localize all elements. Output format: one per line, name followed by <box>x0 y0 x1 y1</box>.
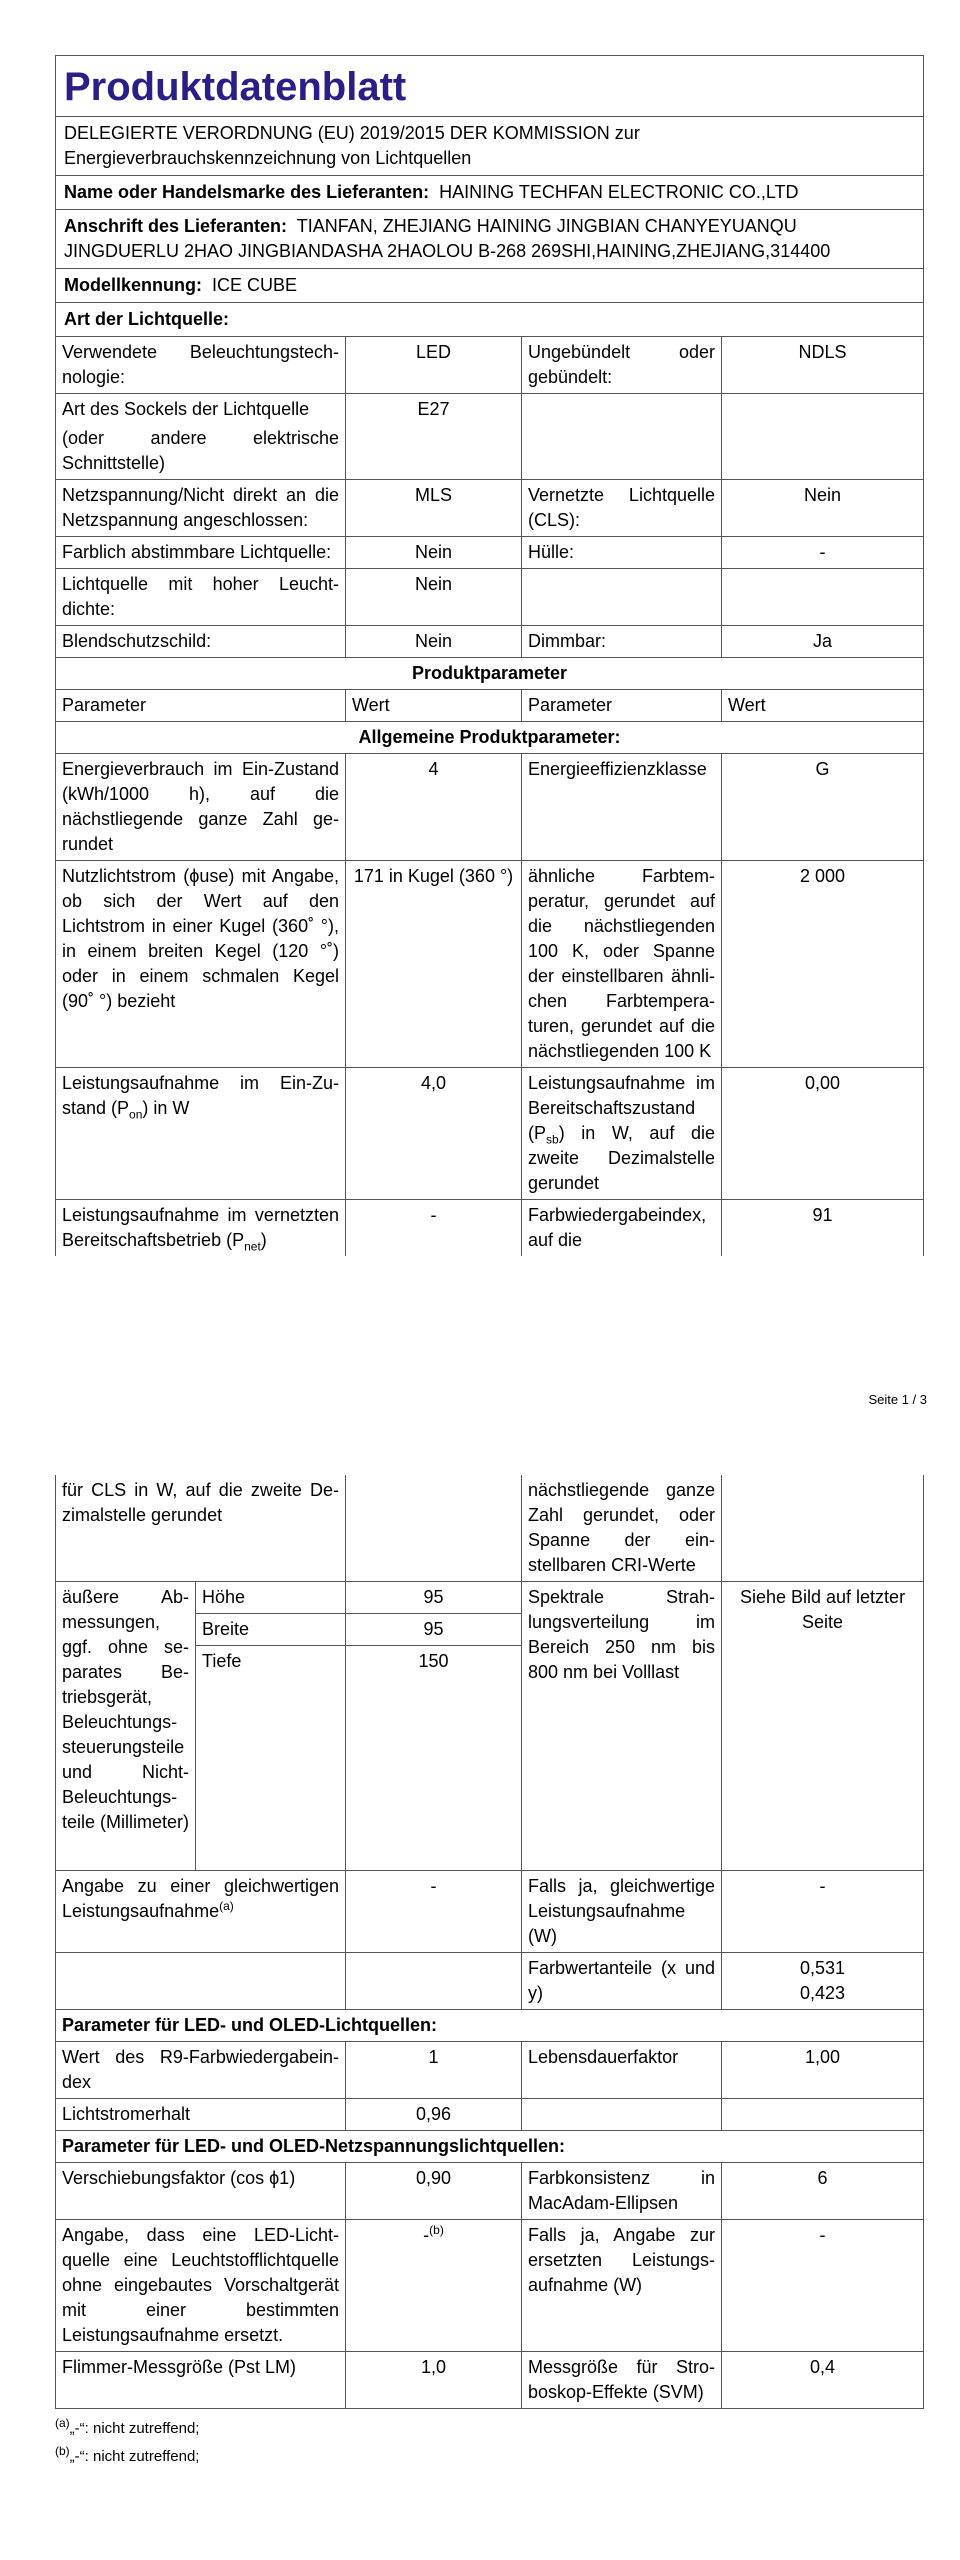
eec-label: Energieeffizienzklasse <box>522 753 722 860</box>
life-factor-label: Lebensdauerfaktor <box>522 2042 722 2099</box>
col-header-param: Parameter <box>56 689 346 721</box>
mains-value: MLS <box>346 479 522 536</box>
stroboscopic-label: Messgröße für Stroboskop-Effekte (SVM) <box>522 2352 722 2409</box>
pon-label: Leistungsaufnahme im Ein-Zustand $(P_{on})$ in W <box>56 1067 346 1199</box>
r9-value: 1 <box>346 2042 522 2099</box>
color-consistency-label: Farbkonsistenz in MacAdam-Ellipsen <box>522 2163 722 2220</box>
anti-glare-label: Blendschutzschild: <box>56 625 346 657</box>
address-row <box>56 210 924 269</box>
psb-label: Leistungsaufnahme im Bereitschaftszustand $(P_{sb})$ in W, auf die zweite Dezimalstelle gerundet <box>522 1067 722 1199</box>
regulation-text: DELEGIERTE VERORDNUNG (EU) 2019/2015 DER KOMMISSION zur Energieverbrauchskennzeichnung von Lichtquellen <box>56 117 924 176</box>
empty-cell <box>722 568 924 625</box>
pnet-label-continued: für CLS in W, auf die zweite Dezimalstelle gerundet <box>56 1475 346 1582</box>
pnet-label: Leistungsaufnahme im vernetzten Bereitschaftsbetrieb $(P_{net})$ <box>56 1199 346 1256</box>
table-row <box>56 1953 924 2010</box>
stroboscopic-value: 0,4 <box>722 2352 924 2409</box>
lumen-maintenance-value: 0,96 <box>346 2099 522 2131</box>
tech-label: Verwendete Beleuchtungstechnologie: <box>56 336 346 393</box>
table-row <box>56 1582 924 1614</box>
table-row <box>56 336 924 393</box>
col-header-value: Wert <box>346 689 522 721</box>
envelope-label: Hülle: <box>522 536 722 568</box>
table-row <box>56 1067 924 1199</box>
flux-label: Nutzlichtstrom (ϕuse) mit Angabe, ob sich der Wert auf den Lichtstrom in einer Kugel (360˚ °), in einem breiten Kegel (120 °˚) oder in einem schmalen Kegel (90˚ °) bezieht <box>56 860 346 1067</box>
footnote-a: $^{(a)}$„-“: nicht zutreffend; <box>55 2416 200 2437</box>
depth-value: 150 <box>346 1646 522 1871</box>
cls-label: Vernetzte Lichtquelle (CLS): <box>522 479 722 536</box>
table-row <box>56 568 924 625</box>
flux-value: 171 in Kugel (360 °) <box>346 860 522 1067</box>
datasheet-page-1 <box>55 55 923 1256</box>
type-heading: Art der Lichtquelle: <box>56 303 924 337</box>
table-row <box>56 479 924 536</box>
r9-label: Wert des R9-Farbwiedergabeindex <box>56 2042 346 2099</box>
width-value: 95 <box>346 1614 522 1646</box>
general-params-heading: Allgemeine Produktparameter: <box>56 721 924 753</box>
table-row <box>56 689 924 721</box>
chromaticity-x: 0,531 <box>799 1958 846 1978</box>
params-table-page-1 <box>55 336 924 1256</box>
empty-cell <box>346 1953 522 2010</box>
color-tunable-label: Farblich abstimmbare Lichtquelle: <box>56 536 346 568</box>
cct-value: 2 000 <box>722 860 924 1067</box>
model-row <box>56 269 924 303</box>
anti-glare-value: Nein <box>346 625 522 657</box>
replacement-label: Angabe, dass eine LED-Lichtquelle eine Leuchtstofflichtquelle ohne eingebautes Vorschaltgerät mit einer bestimmten Leistungsaufnahme ersetzt. <box>56 2220 346 2352</box>
dimensions-label: äußere Abmessungen, ggf. ohne separates Betriebsgerät, Beleuchtungssteuerungsteile und Nicht-Beleuchtungsteile (Millimeter) <box>56 1582 196 1871</box>
empty-cell <box>522 568 722 625</box>
address-label: Anschrift des Lieferanten: <box>64 216 288 236</box>
table-row <box>56 721 924 753</box>
header-table <box>55 55 924 337</box>
table-row <box>56 536 924 568</box>
table-row <box>56 2220 924 2352</box>
supplier-row <box>56 176 924 210</box>
datasheet-page-2 <box>55 1475 923 2471</box>
height-label: Höhe <box>196 1582 346 1614</box>
flicker-value: 1,0 <box>346 2352 522 2409</box>
table-row <box>56 625 924 657</box>
color-tunable-value: Nein <box>346 536 522 568</box>
empty-cell <box>346 1475 522 1582</box>
pnet-value: - <box>346 1199 522 1256</box>
cct-label: ähnliche Farbtemperatur, gerundet auf die nächstliegenden 100 K, oder Spanne der einstellbaren ähnlichen Farbtemperaturen, gerundet auf die nächstliegenden 100 K <box>522 860 722 1067</box>
mains-params-heading: Parameter für LED- und OLED-Netzspannungslichtquellen: <box>56 2131 924 2163</box>
table-row <box>56 2099 924 2131</box>
tech-value: LED <box>346 336 522 393</box>
table-row <box>56 1475 924 1582</box>
table-row <box>56 2010 924 2042</box>
spectral-value: Siehe Bild auf letzter Seite <box>722 1582 924 1871</box>
table-row <box>56 393 924 479</box>
cri-label-continued: nächstliegende ganze Zahl gerundet, oder Spanne der einstellbaren CRI-Werte <box>522 1475 722 1582</box>
socket-label-2: (oder andere elektrische Schnittstelle) <box>62 427 339 473</box>
page-2 <box>0 1405 960 2560</box>
empty-cell <box>722 393 924 479</box>
empty-cell <box>522 2099 722 2131</box>
socket-label: Art des Sockels der Lichtquelle <box>62 398 310 419</box>
empty-cell <box>722 1475 924 1582</box>
socket-cell <box>56 393 346 479</box>
empty-cell <box>56 1953 346 2010</box>
table-row <box>56 2042 924 2099</box>
model-label: Modellkennung: <box>64 275 202 295</box>
table-row <box>56 1871 924 1953</box>
replacement-value: -$^{(b)}$ <box>346 2220 522 2352</box>
eec-value: G <box>722 753 924 860</box>
table-row <box>56 860 924 1067</box>
model-value: ICE CUBE <box>212 275 298 295</box>
col-header-value-2: Wert <box>722 689 924 721</box>
col-header-param-2: Parameter <box>522 689 722 721</box>
table-row <box>56 1199 924 1256</box>
table-row <box>56 2352 924 2409</box>
table-row <box>56 753 924 860</box>
energy-value: 4 <box>346 753 522 860</box>
equiv-falls-label: Falls ja, gleichwertige Leistungsaufnahme (W) <box>522 1871 722 1953</box>
supplier-label: Name oder Handelsmarke des Lieferanten: <box>64 182 430 202</box>
footnotes <box>55 2415 923 2471</box>
bundled-label: Ungebündelt oder gebündelt: <box>522 336 722 393</box>
high-luminance-label: Lichtquelle mit hoher Leuchtdichte: <box>56 568 346 625</box>
footnote-b: $^{(b)}$„-“: nicht zutreffend; <box>55 2444 200 2465</box>
color-consistency-value: 6 <box>722 2163 924 2220</box>
cri-value: 91 <box>722 1199 924 1256</box>
cri-label: Farbwiedergabeindex, auf die <box>522 1199 722 1256</box>
empty-cell <box>522 393 722 479</box>
product-params-heading: Produktparameter <box>56 657 924 689</box>
shift-factor-value: 0,90 <box>346 2163 522 2220</box>
flicker-label: Flimmer-Messgröße (Pst LM) <box>56 2352 346 2409</box>
params-table-page-2 <box>55 1475 924 2409</box>
empty-cell <box>722 2099 924 2131</box>
mains-label: Netzspannung/Nicht direkt an die Netzspannung angeschlossen: <box>56 479 346 536</box>
envelope-value: - <box>722 536 924 568</box>
socket-value: E27 <box>346 393 522 479</box>
cls-value: Nein <box>722 479 924 536</box>
address-value: TIANFAN, ZHEJIANG HAINING JINGBIAN CHANYEYUANQU JINGDUERLU 2HAO JINGBIANDASHA 2HAOLOU B-268 269SHI,HAINING,ZHEJIANG,314400 <box>64 216 831 261</box>
pon-value: 4,0 <box>346 1067 522 1199</box>
height-value: 95 <box>346 1582 522 1614</box>
table-row <box>56 2131 924 2163</box>
spectral-label: Spektrale Strahlungsverteilung im Bereich 250 nm bis 800 nm bei Volllast <box>522 1582 722 1871</box>
supplier-value: HAINING TECHFAN ELECTRONIC CO.,LTD <box>439 182 799 202</box>
page-number: Seite 1 / 3 <box>868 1392 927 1407</box>
chromaticity-label: Farbwertanteile (x und y) <box>522 1953 722 2010</box>
table-row <box>56 2163 924 2220</box>
equiv-value: - <box>346 1871 522 1953</box>
width-label: Breite <box>196 1614 346 1646</box>
energy-label: Energieverbrauch im Ein-Zustand (kWh/1000 h), auf die nächstliegende ganze Zahl gerundet <box>56 753 346 860</box>
replacement-falls-value: - <box>722 2220 924 2352</box>
shift-factor-label: Verschiebungsfaktor (cos ϕ1) <box>56 2163 346 2220</box>
replacement-falls-label: Falls ja, Angabe zur ersetzten Leistungsaufnahme (W) <box>522 2220 722 2352</box>
life-factor-value: 1,00 <box>722 2042 924 2099</box>
psb-value: 0,00 <box>722 1067 924 1199</box>
equiv-falls-value: - <box>722 1871 924 1953</box>
lumen-maintenance-label: Lichtstromerhalt <box>56 2099 346 2131</box>
dimmable-label: Dimmbar: <box>522 625 722 657</box>
equiv-label: Angabe zu einer gleichwertigen Leistungsaufnahme$^{(a)}$ <box>56 1871 346 1953</box>
dimmable-value: Ja <box>722 625 924 657</box>
bundled-value: NDLS <box>722 336 924 393</box>
table-row <box>56 657 924 689</box>
high-luminance-value: Nein <box>346 568 522 625</box>
chromaticity-values <box>722 1953 924 2010</box>
chromaticity-y: 0,423 <box>799 1983 846 2003</box>
depth-label: Tiefe <box>196 1646 346 1871</box>
page-title: Produktdatenblatt <box>56 56 924 117</box>
led-params-heading: Parameter für LED- und OLED-Lichtquellen: <box>56 2010 924 2042</box>
